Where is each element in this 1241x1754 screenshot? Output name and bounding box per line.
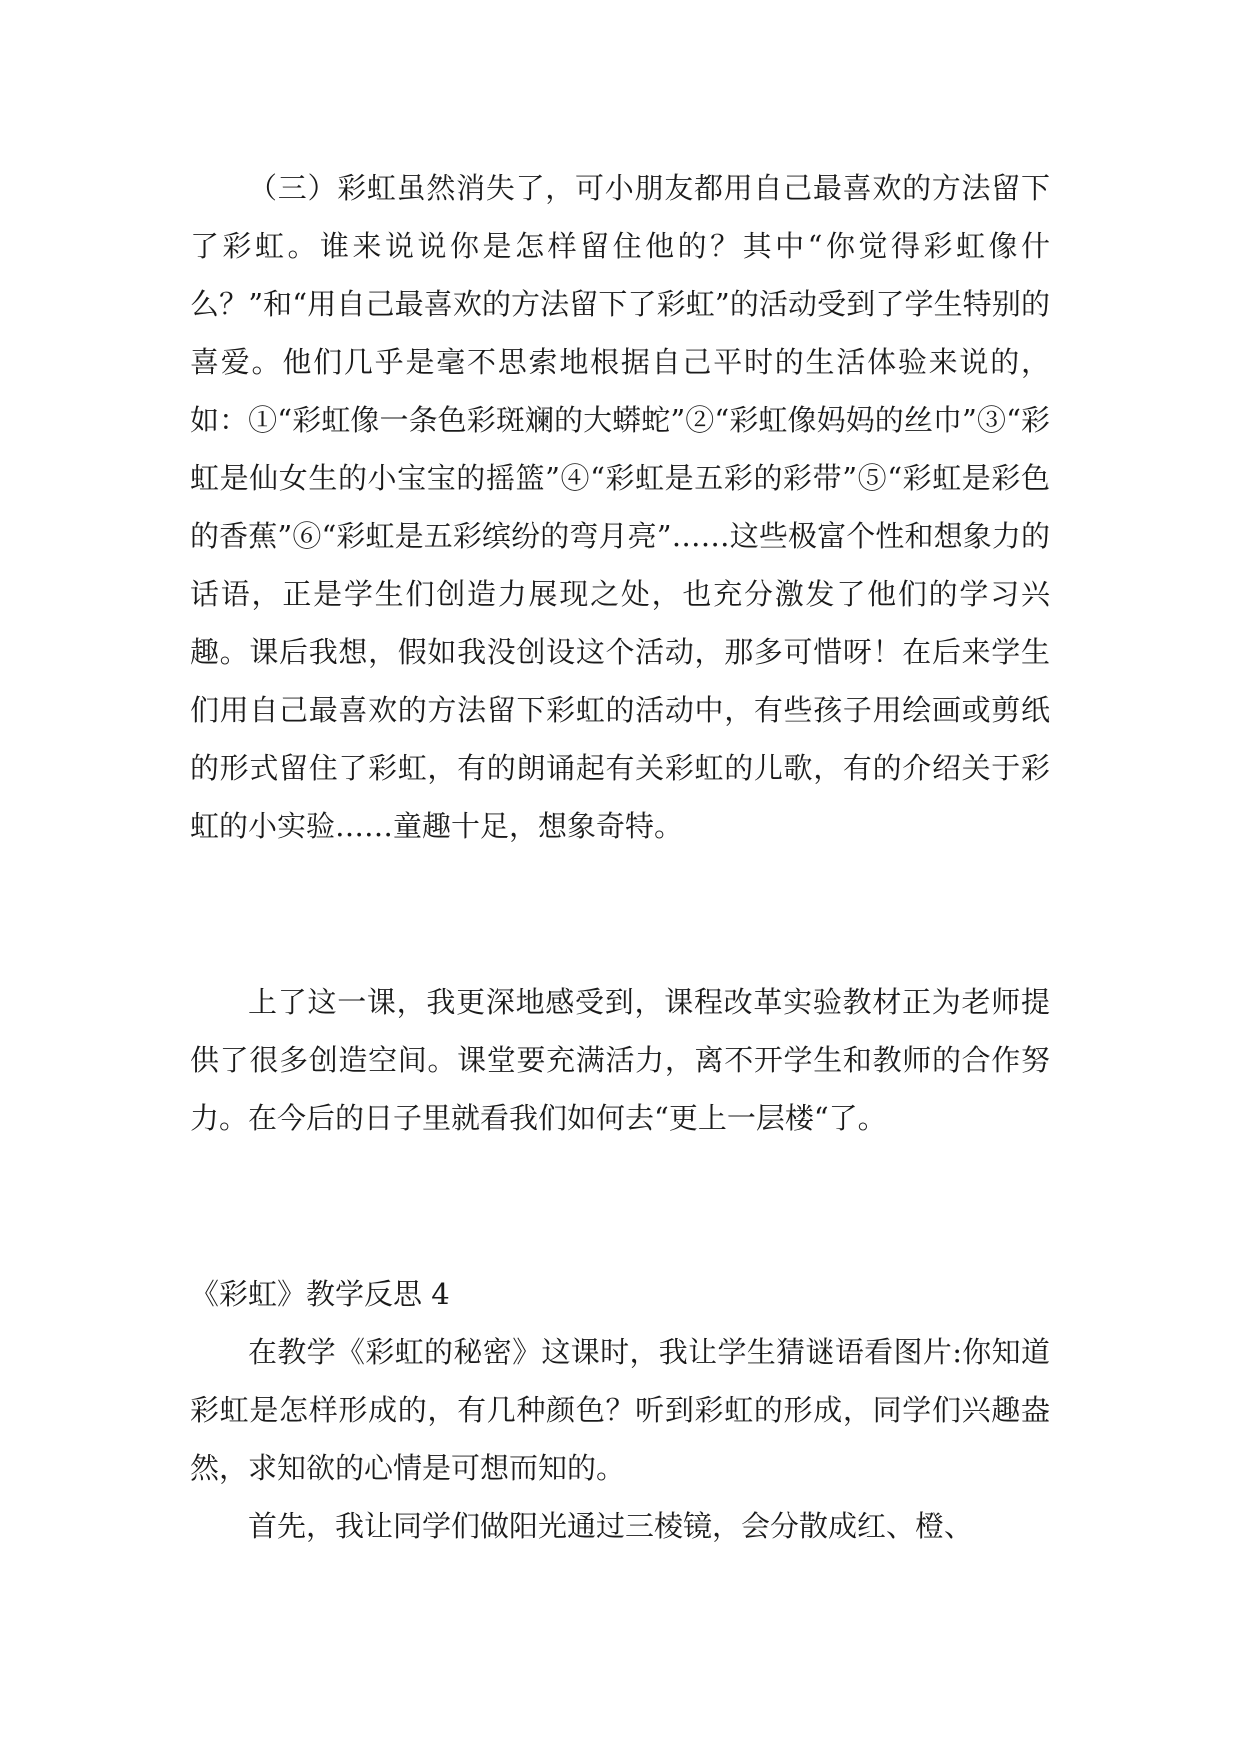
paragraph-rainbow-secret-intro: 在教学《彩虹的秘密》这课时，我让学生猜谜语看图片:你知道彩虹是怎样形成的，有几种颜色？听到彩虹的形成，同学们兴趣盎然，求知欲的心情是可想而知的。	[190, 1335, 1050, 1485]
paragraph-prism-experiment: 首先，我让同学们做阳光通过三棱镜，会分散成红、橙、	[248, 1509, 974, 1543]
paragraph-rainbow-activity: （三）彩虹虽然消失了，可小朋友都用自己最喜欢的方法留下了彩虹。谁来说说你是怎样留住他的？其中“你觉得彩虹像什么？”和“用自己最喜欢的方法留下了彩虹”的活动受到了学生特别的喜爱。他们几乎是毫不思索地根据自己平时的生活体验来说的，如：①“彩虹像一条色彩斑斓的大蟒蛇”②“彩虹像妈妈的丝巾”③“彩虹是仙女生的小宝宝的摇篮”④“彩虹是五彩的彩带”⑤“彩虹是彩色的香蕉”⑥“彩虹是五彩缤纷的弯月亮”……这些极富个性和想象力的话语，正是学生们创造力展现之处，也充分激发了他们的学习兴趣。课后我想，假如我没创设这个活动，那多可惜呀！在后来学生们用自己最喜欢的方法留下彩虹的活动中，有些孩子用绘画或剪纸的形式留住了彩虹，有的朗诵起有关彩虹的儿歌，有的介绍关于彩虹的小实验……童趣十足，想象奇特。	[190, 171, 1050, 843]
paragraph-lesson-summary: 上了这一课，我更深地感受到，课程改革实验教材正为老师提供了很多创造空间。课堂要充满活力，离不开学生和教师的合作努力。在今后的日子里就看我们如何去“更上一层楼“了。	[190, 985, 1050, 1135]
section-title: 《彩虹》教学反思 4	[190, 1277, 450, 1311]
